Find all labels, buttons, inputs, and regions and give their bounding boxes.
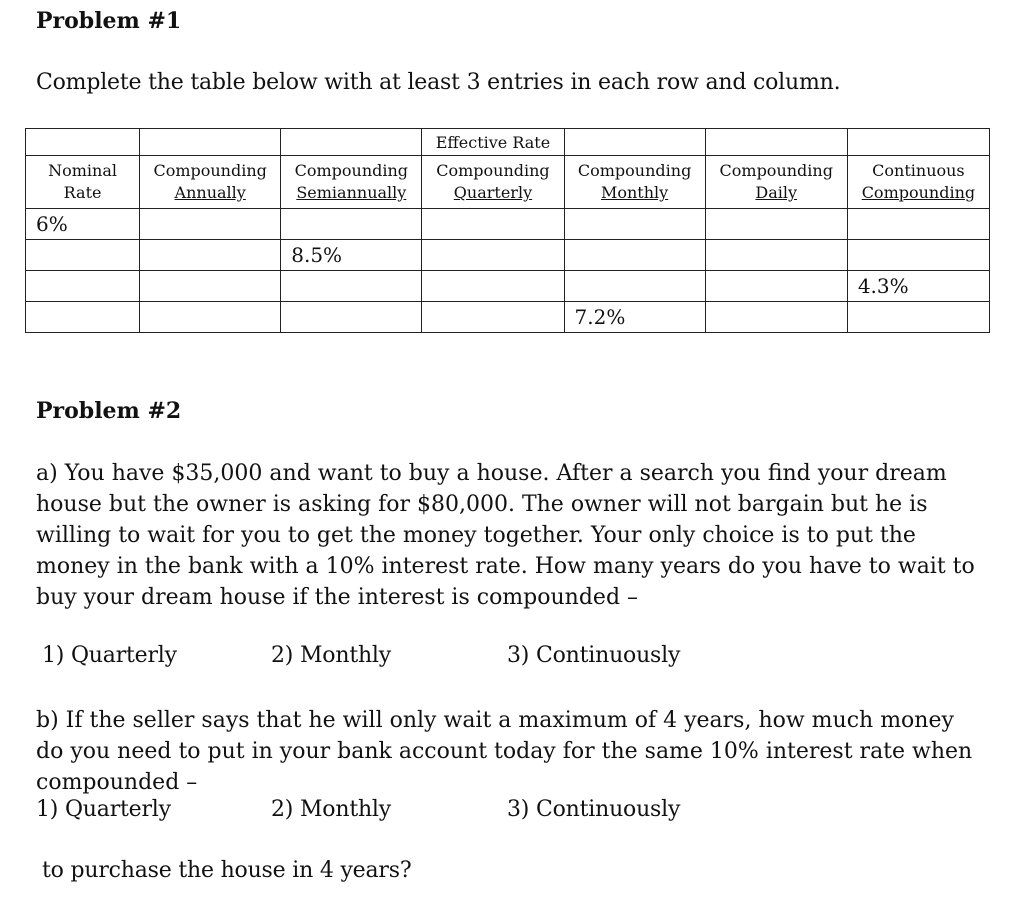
effective-rate-table xyxy=(25,128,990,333)
table-cell[interactable]: 4.3% xyxy=(847,271,989,302)
part-a-option-monthly: 2) Monthly xyxy=(271,643,391,668)
table-cell[interactable] xyxy=(140,240,281,271)
part-a-line: money in the bank with a 10% interest rate. How many years do you have to wait to xyxy=(36,554,975,579)
part-a-question xyxy=(36,458,975,613)
table-cell[interactable] xyxy=(26,271,140,302)
part-a-option-quarterly: 1) Quarterly xyxy=(42,643,177,668)
part-b-line: compounded – xyxy=(36,770,198,795)
table-header-row xyxy=(26,156,990,209)
problem-1-instruction: Complete the table below with at least 3 entries in each row and column. xyxy=(36,70,841,95)
table-cell[interactable] xyxy=(422,271,564,302)
table-cell[interactable] xyxy=(26,240,140,271)
table-cell[interactable] xyxy=(140,209,281,240)
table-cell[interactable] xyxy=(705,302,847,333)
table-cell[interactable] xyxy=(281,302,422,333)
part-b-line: b) If the seller says that he will only wait a maximum of 4 years, how much money xyxy=(36,708,954,733)
header-compounding-daily: Compounding Daily xyxy=(705,156,847,209)
table-row xyxy=(26,302,990,333)
problem-1-title: Problem #1 xyxy=(36,8,182,34)
table-cell[interactable] xyxy=(705,209,847,240)
table-cell[interactable] xyxy=(847,240,989,271)
header-compounding-annually: Compounding Annually xyxy=(140,156,281,209)
table-row xyxy=(26,271,990,302)
part-a-line: house but the owner is asking for $80,000. The owner will not bargain but he is xyxy=(36,492,928,517)
part-a-line: willing to wait for you to get the money together. Your only choice is to put the xyxy=(36,523,916,548)
table-cell[interactable] xyxy=(422,302,564,333)
table-cell[interactable] xyxy=(422,240,564,271)
closing-question: to purchase the house in 4 years? xyxy=(42,858,412,883)
table-cell[interactable] xyxy=(564,240,705,271)
table-cell[interactable] xyxy=(140,302,281,333)
table-cell[interactable]: 6% xyxy=(26,209,140,240)
part-b-question xyxy=(36,705,972,798)
table-cell[interactable]: 7.2% xyxy=(564,302,705,333)
problem-2-title: Problem #2 xyxy=(36,398,182,424)
part-a-option-continuously: 3) Continuously xyxy=(507,643,681,668)
table-cell[interactable] xyxy=(564,209,705,240)
header-compounding-monthly: Compounding Monthly xyxy=(564,156,705,209)
table-cell[interactable] xyxy=(26,302,140,333)
table-cell[interactable] xyxy=(140,271,281,302)
header-compounding-quarterly: Compounding Quarterly xyxy=(422,156,564,209)
part-b-option-monthly: 2) Monthly xyxy=(271,797,391,822)
header-nominal-rate: Nominal Rate xyxy=(26,156,140,209)
effective-rate-header: Effective Rate xyxy=(422,129,564,156)
table-cell[interactable] xyxy=(705,240,847,271)
header-compounding-semiannually: Compounding Semiannually xyxy=(281,156,422,209)
part-b-option-continuously: 3) Continuously xyxy=(507,797,681,822)
table-cell[interactable] xyxy=(564,271,705,302)
header-continuous-compounding: Continuous Compounding xyxy=(847,156,989,209)
part-a-line: buy your dream house if the interest is compounded – xyxy=(36,585,639,610)
part-a-line: a) You have $35,000 and want to buy a house. After a search you find your dream xyxy=(36,461,947,486)
table-cell[interactable] xyxy=(281,209,422,240)
table-cell[interactable] xyxy=(847,209,989,240)
table-cell[interactable]: 8.5% xyxy=(281,240,422,271)
table-cell[interactable] xyxy=(422,209,564,240)
table-cell[interactable] xyxy=(847,302,989,333)
table-cell[interactable] xyxy=(705,271,847,302)
part-b-line: do you need to put in your bank account today for the same 10% interest rate when xyxy=(36,739,973,764)
table-group-header-row xyxy=(26,129,990,156)
part-b-option-quarterly: 1) Quarterly xyxy=(36,797,171,822)
table-cell[interactable] xyxy=(281,271,422,302)
table-row xyxy=(26,240,990,271)
table-row xyxy=(26,209,990,240)
